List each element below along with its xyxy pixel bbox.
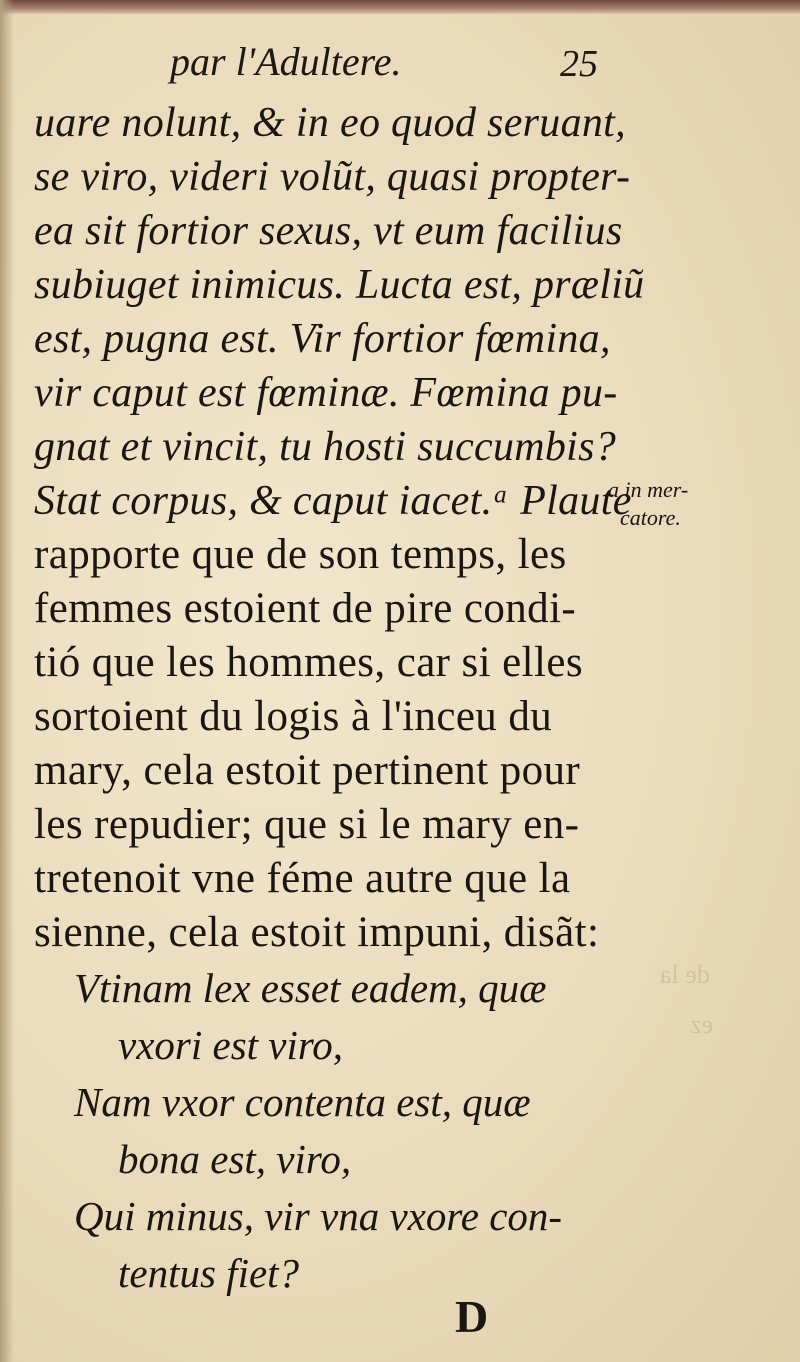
page-number: 25 [560,43,598,85]
verse-line: bona est, viro, [118,1136,352,1182]
text-line: Stat corpus, & caput iacet.ᵃ Plaute [34,478,632,524]
verse-line: Vtinam lex esset eadem, quæ [74,965,547,1011]
page-top-edge [0,0,800,14]
marginal-note-line: a in mer- [608,477,689,502]
verse-line: tentus fiet? [118,1250,300,1296]
main-text [34,96,645,960]
text-line: mary, cela estoit pertinent pour [34,747,581,794]
text-line: sortoient du logis à l'inceu du [34,693,553,740]
verse-line: Qui minus, vir vna vxore con- [74,1193,563,1239]
text-line: les repudier; que si le mary en- [34,801,580,848]
bleed-through-text: ez [690,1010,714,1039]
signature-mark: D [455,1291,489,1342]
text-line: est, pugna est. Vir fortior fœmina, [34,316,611,362]
text-line: subiuget inimicus. Lucta est, præliũ [34,262,645,308]
text-line: vir caput est fœminæ. Fœmina pu- [34,370,618,416]
text-line: se viro, videri volũt, quasi propter- [34,154,631,200]
verse-quotation [34,960,624,1302]
binding-shadow [0,0,14,1362]
text-line: femmes estoient de pire condi- [34,585,577,632]
marginal-note [608,476,718,532]
text-line: ea sit fortior sexus, vt eum facilius [34,208,623,254]
text-line: rapporte que de son temps, les [34,531,567,578]
marginal-note-line: catore. [620,505,681,530]
verse-line: vxori est viro, [118,1022,344,1068]
text-line: gnat et vincit, tu hosti succumbis? [34,424,617,470]
page-header [0,38,800,90]
text-line: uare nolunt, & in eo quod seruant, [34,100,626,146]
text-line: tretenoit vne féme autre que la [34,855,571,902]
bleed-through-text: de la [660,960,710,989]
text-line: sienne, cela estoit impuni, disãt: [34,909,600,956]
text-line: tió que les hommes, car si elles [34,639,583,686]
running-head: par l'Adultere. [170,39,402,84]
verse-line: Nam vxor contenta est, quæ [74,1079,531,1125]
